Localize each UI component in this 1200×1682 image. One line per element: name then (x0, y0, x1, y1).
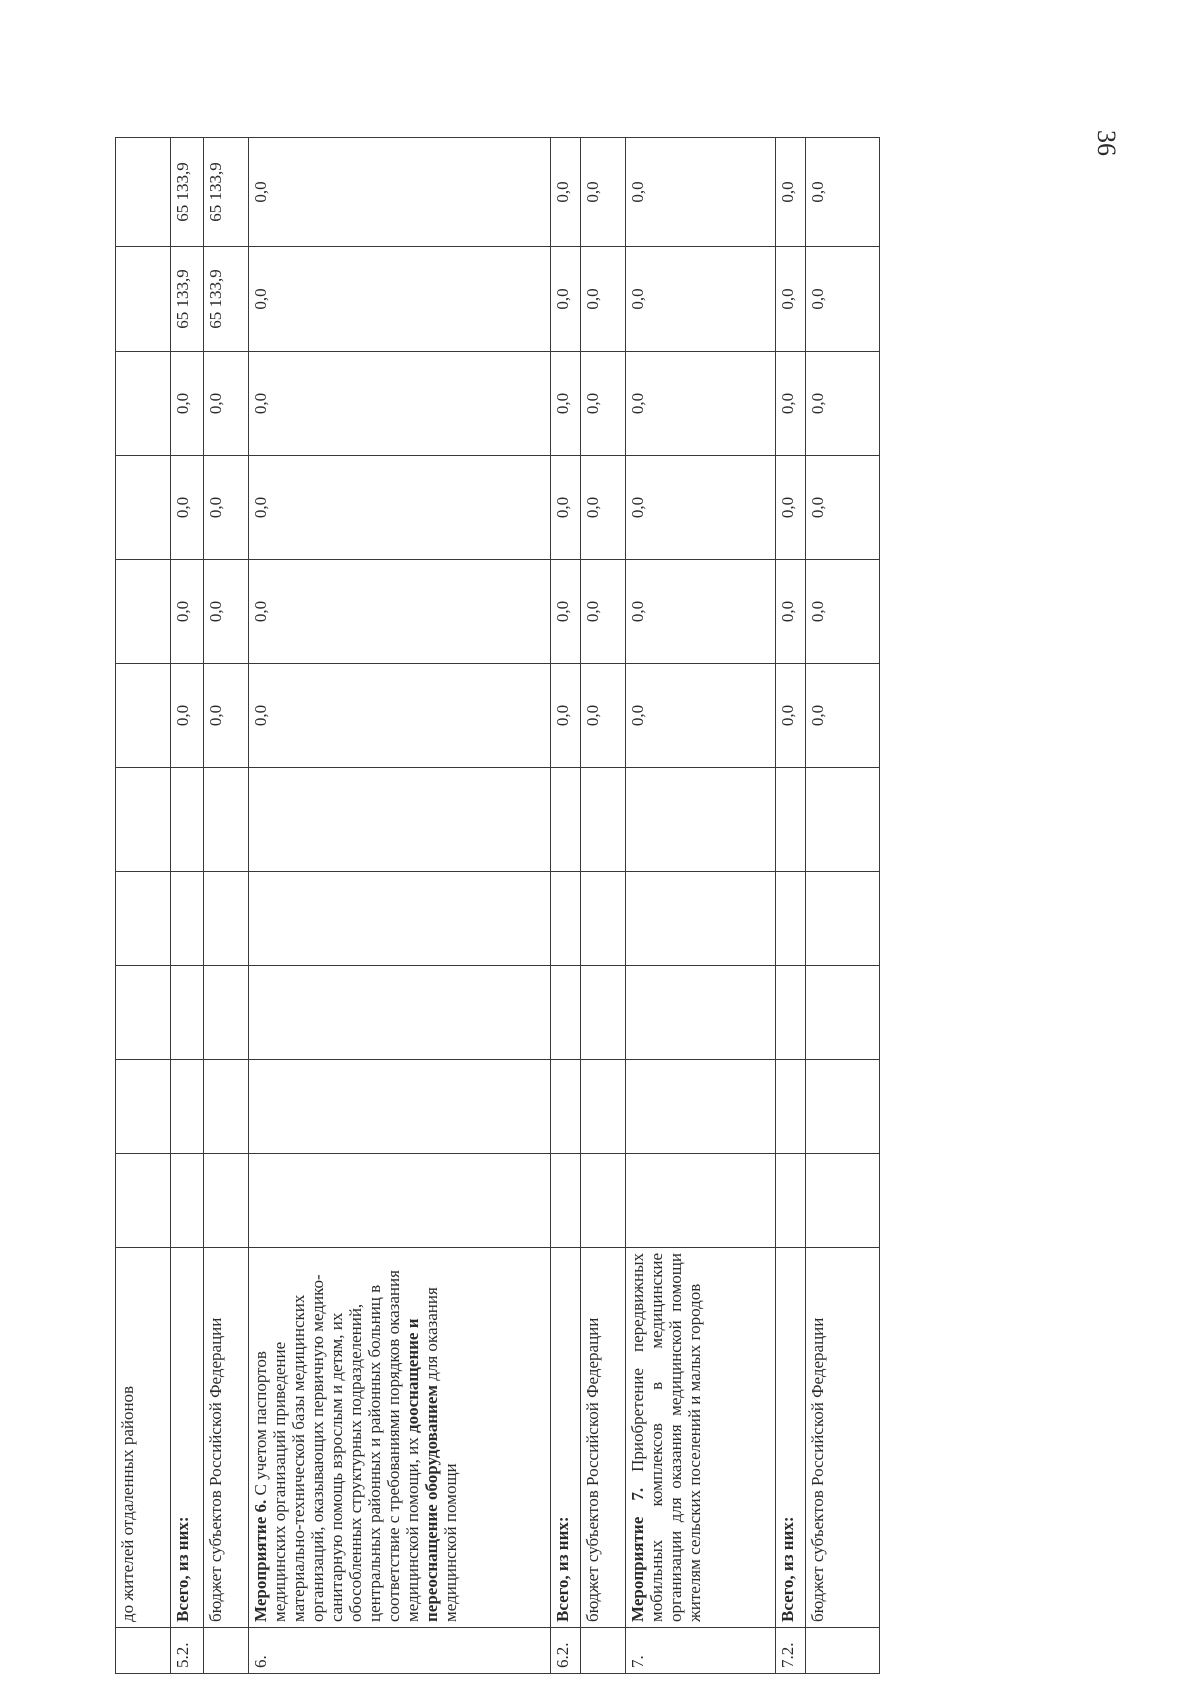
value-cell (249, 966, 551, 1060)
value-cell: 0,0 (171, 560, 204, 664)
value-cell (806, 768, 880, 872)
value-cell (776, 872, 806, 966)
value-cell: 0,0 (581, 664, 626, 768)
value-cell (171, 1060, 204, 1154)
value-cell (581, 1154, 626, 1248)
value-cell (171, 872, 204, 966)
row-label-tail: для оказания медицинской помощи (422, 1287, 460, 1622)
value-cell: 0,0 (171, 352, 204, 456)
value-cell (249, 872, 551, 966)
row-index: 6.2. (551, 1628, 581, 1674)
value-cell (171, 1154, 204, 1248)
table-body (116, 138, 880, 1674)
value-cell (776, 1154, 806, 1248)
table-row (806, 138, 880, 1674)
table-row (204, 138, 249, 1674)
value-cell (116, 247, 171, 352)
row-label (551, 1248, 581, 1628)
value-cell (626, 1060, 776, 1154)
table-row (171, 138, 204, 1674)
row-index: 7. (626, 1628, 776, 1674)
value-cell: 0,0 (551, 664, 581, 768)
value-cell: 0,0 (776, 352, 806, 456)
value-cell: 0,0 (806, 247, 880, 352)
value-cell (581, 768, 626, 872)
row-label-text: Приобретение передвижных мобильных комплексов в медицинские организации для оказания медицинской помощи жителям сельских поселений и малых городов (628, 1253, 704, 1622)
value-cell (551, 768, 581, 872)
value-cell: 0,0 (806, 352, 880, 456)
value-cell: 0,0 (204, 456, 249, 560)
value-cell (171, 966, 204, 1060)
value-cell: 0,0 (551, 138, 581, 247)
value-cell: 0,0 (581, 138, 626, 247)
row-label-text: бюджет субъектов Российской Федерации (808, 1317, 827, 1622)
value-cell: 0,0 (581, 247, 626, 352)
value-cell (249, 1060, 551, 1154)
row-label-text: бюджет субъектов Российской Федерации (583, 1317, 602, 1622)
value-cell: 0,0 (806, 664, 880, 768)
value-cell (806, 872, 880, 966)
row-label (581, 1248, 626, 1628)
value-cell (204, 1154, 249, 1248)
row-label (249, 1248, 551, 1628)
page-number: 36 (1092, 130, 1121, 156)
value-cell: 0,0 (776, 456, 806, 560)
value-cell (581, 1060, 626, 1154)
row-label-bold-2: дооснащение и переоснащение оборудованием (403, 1318, 441, 1622)
value-cell (204, 1060, 249, 1154)
value-cell (806, 966, 880, 1060)
value-cell: 0,0 (581, 456, 626, 560)
value-cell: 0,0 (626, 138, 776, 247)
table-row (551, 138, 581, 1674)
value-cell: 0,0 (204, 352, 249, 456)
value-cell (116, 560, 171, 664)
value-cell (806, 1060, 880, 1154)
row-index: 5.2. (171, 1628, 204, 1674)
value-cell (171, 768, 204, 872)
value-cell: 65 133,9 (171, 247, 204, 352)
row-label (806, 1248, 880, 1628)
table-row (116, 138, 171, 1674)
value-cell: 0,0 (581, 560, 626, 664)
row-label-bold: Всего, из них: (553, 1516, 572, 1622)
value-cell (626, 1154, 776, 1248)
value-cell (204, 872, 249, 966)
row-label-bold: Всего, из них: (778, 1516, 797, 1622)
value-cell: 0,0 (551, 352, 581, 456)
row-label (116, 1248, 171, 1628)
value-cell (806, 1154, 880, 1248)
value-cell (249, 1154, 551, 1248)
value-cell (551, 872, 581, 966)
value-cell (116, 138, 171, 247)
value-cell (581, 872, 626, 966)
value-cell (116, 1154, 171, 1248)
value-cell: 65 133,9 (171, 138, 204, 247)
value-cell: 0,0 (806, 456, 880, 560)
value-cell: 0,0 (776, 560, 806, 664)
row-index (806, 1628, 880, 1674)
value-cell (116, 456, 171, 560)
row-index: 6. (249, 1628, 551, 1674)
row-label-text: до жителей отдаленных районов (118, 1385, 137, 1622)
value-cell: 0,0 (171, 664, 204, 768)
value-cell (776, 768, 806, 872)
value-cell (116, 352, 171, 456)
value-cell: 0,0 (171, 456, 204, 560)
value-cell (776, 1060, 806, 1154)
row-label (204, 1248, 249, 1628)
value-cell: 0,0 (806, 138, 880, 247)
value-cell (116, 966, 171, 1060)
value-cell: 0,0 (806, 560, 880, 664)
value-cell (204, 768, 249, 872)
table-row (249, 138, 551, 1674)
value-cell: 0,0 (551, 560, 581, 664)
row-index (116, 1628, 171, 1674)
value-cell (116, 872, 171, 966)
row-index (204, 1628, 249, 1674)
value-cell (626, 872, 776, 966)
value-cell: 0,0 (581, 352, 626, 456)
row-label-bold: Мероприятие 6. (251, 1499, 270, 1622)
value-cell: 0,0 (776, 247, 806, 352)
row-index: 7.2. (776, 1628, 806, 1674)
value-cell (551, 966, 581, 1060)
value-cell (116, 768, 171, 872)
value-cell: 0,0 (204, 664, 249, 768)
value-cell: 0,0 (551, 456, 581, 560)
value-cell (249, 768, 551, 872)
value-cell (116, 1060, 171, 1154)
value-cell: 0,0 (249, 247, 551, 352)
row-label-bold: Всего, из них: (173, 1516, 192, 1622)
row-index (581, 1628, 626, 1674)
value-cell: 0,0 (249, 352, 551, 456)
value-cell (116, 664, 171, 768)
value-cell: 0,0 (626, 560, 776, 664)
value-cell (581, 966, 626, 1060)
value-cell: 0,0 (249, 664, 551, 768)
row-label-text: бюджет субъектов Российской Федерации (206, 1317, 225, 1622)
value-cell: 0,0 (626, 247, 776, 352)
value-cell (626, 966, 776, 1060)
value-cell: 0,0 (776, 664, 806, 768)
value-cell (204, 966, 249, 1060)
value-cell: 0,0 (626, 664, 776, 768)
value-cell: 0,0 (249, 138, 551, 247)
value-cell (776, 966, 806, 1060)
value-cell (626, 768, 776, 872)
budget-table (115, 137, 880, 1674)
value-cell: 0,0 (626, 456, 776, 560)
table-row (776, 138, 806, 1674)
value-cell: 0,0 (776, 138, 806, 247)
value-cell (551, 1060, 581, 1154)
value-cell: 0,0 (551, 247, 581, 352)
value-cell: 0,0 (249, 456, 551, 560)
value-cell: 65 133,9 (204, 138, 249, 247)
value-cell (551, 1154, 581, 1248)
value-cell: 0,0 (626, 352, 776, 456)
row-label (171, 1248, 204, 1628)
value-cell: 65 133,9 (204, 247, 249, 352)
value-cell: 0,0 (249, 560, 551, 664)
row-label (626, 1248, 776, 1628)
rotated-table-wrapper (115, 138, 879, 1674)
row-label (776, 1248, 806, 1628)
row-label-text: С учетом паспортов медицинских организаций приведение материально-технической базы медицинских организаций, оказывающих первичную медико-санитарную помощь взрослым и детям, их обособленных структурных подразделений, центральных районных и районных больниц в соответствие с требованиями порядков оказания медицинской помощи, их (251, 1270, 422, 1622)
row-label-bold: Мероприятие 7. (628, 1487, 647, 1622)
value-cell: 0,0 (204, 560, 249, 664)
table-row (626, 138, 776, 1674)
table-row (581, 138, 626, 1674)
